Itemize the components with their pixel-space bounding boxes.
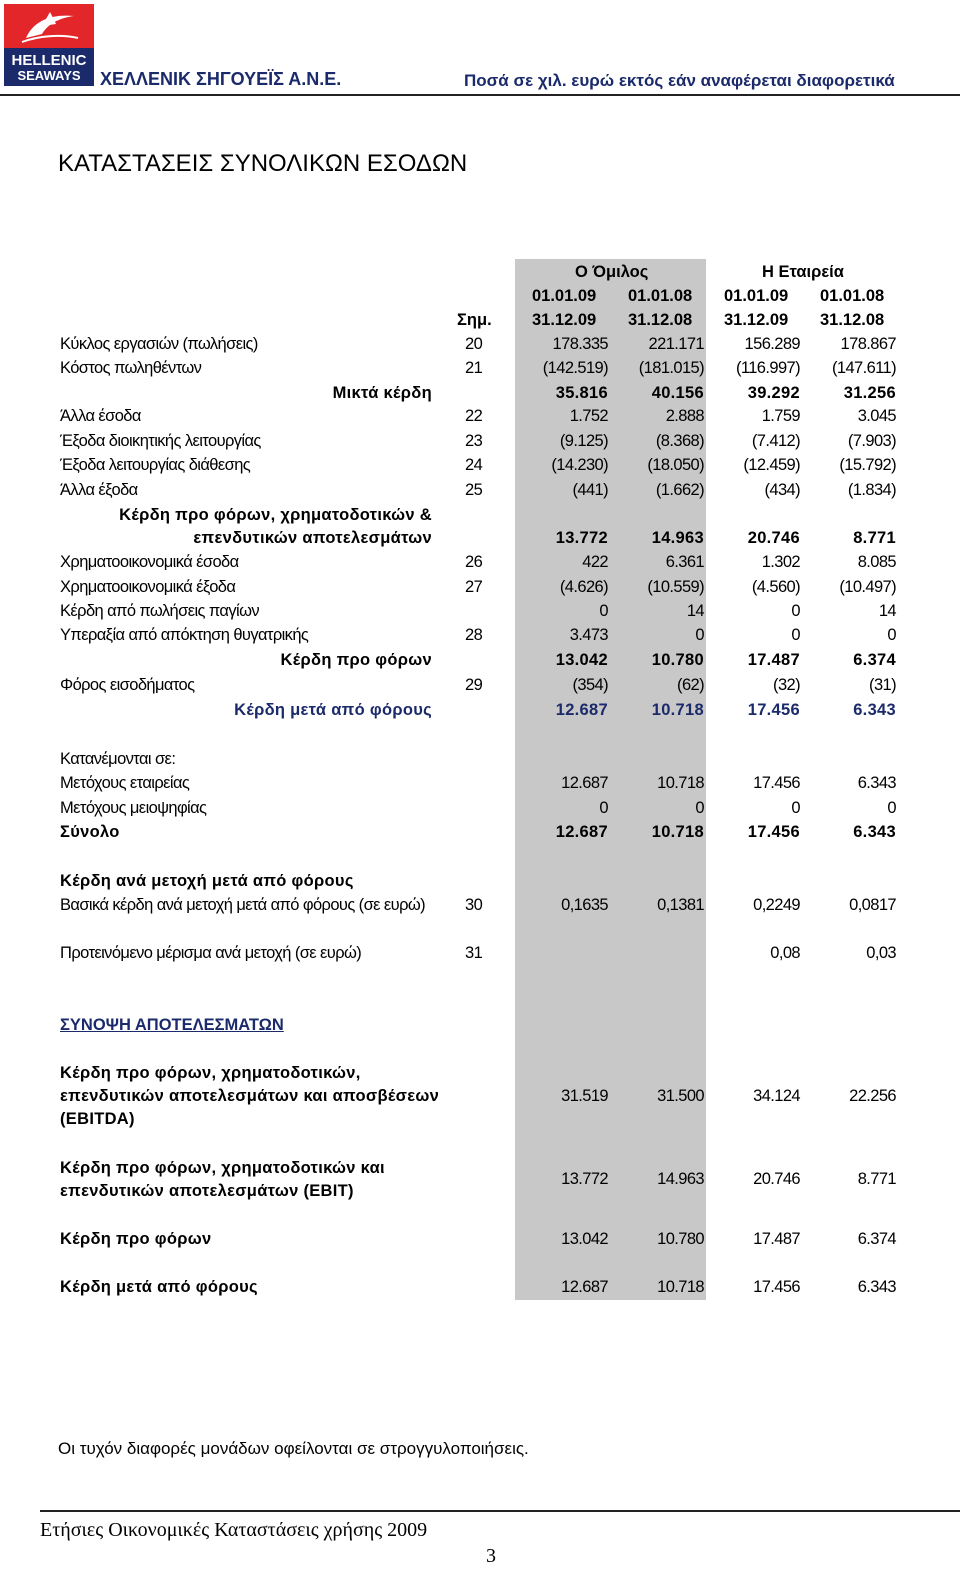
col3-period-start: 01.01.09 xyxy=(724,287,789,305)
subtotal-label: Κέρδη μετά από φόρους xyxy=(234,701,432,719)
row-note: 31 xyxy=(465,944,483,962)
note-column-heading: Σημ. xyxy=(457,311,492,329)
row-value: 22.256 xyxy=(849,1087,896,1105)
row-value: 422 xyxy=(582,553,608,571)
row-value: 10.780 xyxy=(651,651,704,669)
group-column-heading: Ο Όμιλος xyxy=(575,263,649,281)
row-note: 28 xyxy=(465,626,483,644)
row-value: (12.459) xyxy=(743,456,800,474)
total-label: Σύνολο xyxy=(60,823,120,841)
row-value: (142.519) xyxy=(542,359,608,377)
row-value: 17.487 xyxy=(753,1230,800,1248)
amount-unit-note: Ποσά σε χιλ. ευρώ εκτός εάν αναφέρεται διαφορετικά xyxy=(464,71,895,90)
row-value: 8.771 xyxy=(853,529,896,547)
row-value: 14.963 xyxy=(651,529,704,547)
ebit-label-line2: επενδυτικών αποτελεσμάτων (EBIT) xyxy=(60,1182,354,1200)
ebit-label-line1: Κέρδη προ φόρων, χρηματοδοτικών και xyxy=(60,1159,385,1177)
row-label: Χρηματοοικονομικά έξοδα xyxy=(60,578,236,596)
row-value: 13.772 xyxy=(561,1170,608,1188)
row-label: Μετόχους μειοψηφίας xyxy=(60,799,207,817)
row-label: Έξοδα λειτουργίας διάθεσης xyxy=(60,456,251,474)
row-value: 17.456 xyxy=(747,701,800,719)
row-value: 0 xyxy=(695,626,704,644)
hellenic-seaways-logo xyxy=(4,4,94,86)
summary-heading-link[interactable]: ΣΥΝΟΨΗ ΑΠΟΤΕΛΕΣΜΑΤΩΝ xyxy=(60,1016,284,1034)
row-note: 27 xyxy=(465,578,483,596)
row-label: Κέρδη μετά από φόρους xyxy=(60,1278,258,1296)
row-value: 10.718 xyxy=(657,774,704,792)
company-column-heading: Η Εταιρεία xyxy=(762,263,844,281)
row-value: (10.559) xyxy=(647,578,704,596)
col3-period-end: 31.12.09 xyxy=(724,311,789,329)
row-label: Χρηματοοικονομικά έσοδα xyxy=(60,553,239,571)
page-number: 3 xyxy=(486,1545,496,1567)
row-value: 1.759 xyxy=(761,407,800,425)
ebitda-label-line3: (EBITDA) xyxy=(60,1110,135,1128)
row-note: 25 xyxy=(465,481,483,499)
row-value: 0 xyxy=(791,799,800,817)
row-value: (7.903) xyxy=(847,432,896,450)
row-value: 0,1381 xyxy=(657,896,704,914)
row-value: 1.302 xyxy=(761,553,800,571)
logo-mark xyxy=(4,4,94,86)
row-value: (4.560) xyxy=(751,578,800,596)
subtotal-label: Κέρδη προ φόρων xyxy=(280,651,432,669)
row-value: (354) xyxy=(572,676,608,694)
row-value: (18.050) xyxy=(647,456,704,474)
subtotal-label: Μικτά κέρδη xyxy=(332,384,432,402)
row-value: 14 xyxy=(686,602,704,620)
row-value: 6.374 xyxy=(857,1230,896,1248)
col4-period-end: 31.12.08 xyxy=(820,311,885,329)
col2-period-start: 01.01.08 xyxy=(628,287,693,305)
row-value: 10.718 xyxy=(651,701,704,719)
row-value: 0,1635 xyxy=(561,896,608,914)
row-value: 13.042 xyxy=(555,651,608,669)
row-value: (147.611) xyxy=(831,359,896,377)
row-value: 40.156 xyxy=(651,384,704,402)
ebitda-label-line2: επενδυτικών αποτελεσμάτων και αποσβέσεων xyxy=(60,1087,440,1105)
row-note: 21 xyxy=(465,359,483,377)
row-label: Άλλα έσοδα xyxy=(60,407,141,425)
row-value: (32) xyxy=(773,676,800,694)
row-value: 8.771 xyxy=(857,1170,896,1188)
row-value: 0 xyxy=(791,626,800,644)
allocation-heading: Κατανέμονται σε: xyxy=(60,750,176,768)
row-note: 23 xyxy=(465,432,483,450)
row-value: 10.718 xyxy=(651,823,704,841)
col1-period-end: 31.12.09 xyxy=(532,311,597,329)
row-label: Κέρδη από πωλήσεις παγίων xyxy=(60,602,260,620)
row-value: 35.816 xyxy=(555,384,608,402)
row-value: (441) xyxy=(572,481,608,499)
row-value: 13.042 xyxy=(561,1230,608,1248)
row-value: 34.124 xyxy=(753,1087,800,1105)
ebitda-label-line1: Κέρδη προ φόρων, χρηματοδοτικών, xyxy=(60,1064,361,1082)
row-value: 0,0817 xyxy=(849,896,896,914)
row-value: 1.752 xyxy=(569,407,608,425)
row-label: Μετόχους εταιρείας xyxy=(60,774,190,792)
row-value: 20.746 xyxy=(753,1170,800,1188)
row-value: (434) xyxy=(764,481,800,499)
row-value: 13.772 xyxy=(555,529,608,547)
page-title: ΚΑΤΑΣΤΑΣΕΙΣ ΣΥΝΟΛΙΚΩΝ ΕΣΟΔΩΝ xyxy=(58,150,468,177)
row-label: Έξοδα διοικητικής λειτουργίας xyxy=(60,432,261,450)
row-value: 31.500 xyxy=(657,1087,704,1105)
row-note: 20 xyxy=(465,335,483,353)
row-label: Βασικά κέρδη ανά μετοχή μετά από φόρους (σε ευρώ) xyxy=(60,896,426,914)
row-value: 31.519 xyxy=(561,1087,608,1105)
row-value: 178.335 xyxy=(552,335,608,353)
row-label: Φόρος εισοδήματος xyxy=(60,676,195,694)
row-value: 17.456 xyxy=(753,774,800,792)
row-value: 0 xyxy=(599,799,608,817)
row-value: (62) xyxy=(677,676,704,694)
row-value: 0 xyxy=(791,602,800,620)
col1-period-start: 01.01.09 xyxy=(532,287,597,305)
row-label: Κέρδη προ φόρων xyxy=(60,1230,212,1248)
company-name: ΧΕΛΛΕΝΙΚ ΣΗΓΟΥΕΪΣ Α.Ν.Ε. xyxy=(100,69,342,89)
row-note: 30 xyxy=(465,896,483,914)
row-value: (116.997) xyxy=(735,359,800,377)
subtotal-label-line1: Κέρδη προ φόρων, χρηματοδοτικών & xyxy=(119,506,432,524)
row-value: 6.343 xyxy=(853,823,896,841)
row-value: 17.487 xyxy=(747,651,800,669)
row-value: 0,08 xyxy=(770,944,800,962)
row-value: 0 xyxy=(599,602,608,620)
row-note: 24 xyxy=(465,456,483,474)
row-value: (1.662) xyxy=(655,481,704,499)
logo-text-line2: SEAWAYS xyxy=(17,68,81,83)
row-value: (4.626) xyxy=(559,578,608,596)
row-label: Προτεινόμενο μέρισμα ανά μετοχή (σε ευρώ) xyxy=(60,944,362,962)
row-value: 6.374 xyxy=(853,651,896,669)
row-value: 39.292 xyxy=(747,384,800,402)
row-value: 12.687 xyxy=(561,1278,608,1296)
row-value: 0 xyxy=(695,799,704,817)
row-value: 2.888 xyxy=(665,407,704,425)
row-value: 14.963 xyxy=(657,1170,704,1188)
row-value: 14 xyxy=(878,602,896,620)
eps-heading: Κέρδη ανά μετοχή μετά από φόρους xyxy=(60,872,354,890)
row-value: 6.343 xyxy=(857,774,896,792)
row-value: 156.289 xyxy=(744,335,800,353)
subtotal-label-line2: επενδυτικών αποτελεσμάτων xyxy=(193,529,432,547)
footer-divider xyxy=(40,1510,960,1512)
row-label: Υπεραξία από απόκτηση θυγατρικής xyxy=(60,626,309,644)
row-value: (7.412) xyxy=(751,432,800,450)
row-value: 12.687 xyxy=(555,701,608,719)
row-value: (1.834) xyxy=(847,481,896,499)
row-note: 29 xyxy=(465,676,483,694)
row-value: 0,2249 xyxy=(753,896,800,914)
row-note: 22 xyxy=(465,407,483,425)
row-value: 17.456 xyxy=(753,1278,800,1296)
row-value: (10.497) xyxy=(839,578,896,596)
row-value: (14.230) xyxy=(551,456,608,474)
row-value: (8.368) xyxy=(655,432,704,450)
row-value: (15.792) xyxy=(839,456,896,474)
row-value: 17.456 xyxy=(747,823,800,841)
row-value: 6.361 xyxy=(665,553,704,571)
row-value: 10.718 xyxy=(657,1278,704,1296)
row-value: 12.687 xyxy=(555,823,608,841)
row-value: 31.256 xyxy=(843,384,896,402)
row-value: 3.473 xyxy=(569,626,608,644)
row-value: 6.343 xyxy=(853,701,896,719)
row-value: 6.343 xyxy=(857,1278,896,1296)
row-value: (181.015) xyxy=(638,359,704,377)
row-value: 0 xyxy=(887,799,896,817)
rounding-note: Οι τυχόν διαφορές μονάδων οφείλονται σε στρογγυλοποιήσεις. xyxy=(58,1439,529,1458)
col2-period-end: 31.12.08 xyxy=(628,311,693,329)
row-value: 10.780 xyxy=(657,1230,704,1248)
logo-text-line1: HELLENIC xyxy=(11,52,87,69)
row-value: 221.171 xyxy=(648,335,704,353)
col4-period-start: 01.01.08 xyxy=(820,287,885,305)
document-title: Ετήσιες Οικονομικές Καταστάσεις χρήσης 2009 xyxy=(40,1519,428,1541)
row-value: 0,03 xyxy=(866,944,896,962)
row-label: Κύκλος εργασιών (πωλήσεις) xyxy=(60,335,258,353)
row-value: (31) xyxy=(869,676,896,694)
row-value: 8.085 xyxy=(857,553,896,571)
row-value: 20.746 xyxy=(747,529,800,547)
row-label: Άλλα έξοδα xyxy=(60,481,138,499)
header-divider xyxy=(0,94,960,96)
row-value: (9.125) xyxy=(559,432,608,450)
row-label: Κόστος πωληθέντων xyxy=(60,359,202,377)
row-note: 26 xyxy=(465,553,483,571)
row-value: 0 xyxy=(887,626,896,644)
row-value: 3.045 xyxy=(857,407,896,425)
row-value: 178.867 xyxy=(840,335,896,353)
row-value: 12.687 xyxy=(561,774,608,792)
